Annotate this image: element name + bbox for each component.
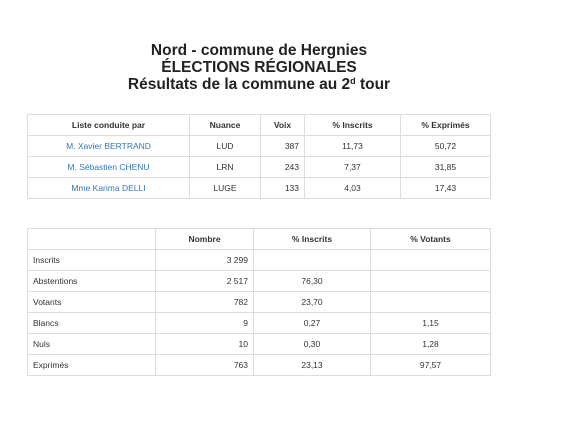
candidate-link[interactable]: M. Xavier BERTRAND: [28, 136, 190, 157]
table-cell: 0,27: [254, 313, 371, 334]
table-cell: 133: [261, 178, 305, 199]
row-label: Exprimés: [28, 355, 156, 376]
row-label: Nuls: [28, 334, 156, 355]
column-header: [28, 229, 156, 250]
table-cell: 76,30: [254, 271, 371, 292]
table-header-row: [28, 115, 491, 136]
table-cell: 7,37: [305, 157, 401, 178]
title-results-sup: d: [350, 76, 356, 86]
table-cell: 1,28: [371, 334, 491, 355]
title-results: [0, 76, 518, 93]
table-cell: 11,73: [305, 136, 401, 157]
turnout-stats-table: [27, 228, 491, 376]
table-row: [28, 313, 491, 334]
table-row: [28, 292, 491, 313]
table-cell: 763: [156, 355, 254, 376]
table-cell: 782: [156, 292, 254, 313]
table-header-row: [28, 229, 491, 250]
title-results-suffix: tour: [355, 76, 391, 93]
table-cell: LUGE: [190, 178, 261, 199]
table-cell: 10: [156, 334, 254, 355]
table-cell: 3 299: [156, 250, 254, 271]
column-header: Nuance: [190, 115, 261, 136]
table-cell: [371, 292, 491, 313]
table-cell: 23,70: [254, 292, 371, 313]
candidate-results-table: [27, 114, 491, 199]
table-cell: 9: [156, 313, 254, 334]
title-commune: Nord - commune de Hergnies: [150, 42, 368, 59]
table-cell: 1,15: [371, 313, 491, 334]
row-label: Votants: [28, 292, 156, 313]
column-header: % Exprimés: [401, 115, 491, 136]
table-cell: 2 517: [156, 271, 254, 292]
title-results-prefix: Résultats de la commune au 2: [127, 76, 351, 93]
table-cell: 387: [261, 136, 305, 157]
column-header: % Inscrits: [305, 115, 401, 136]
table-cell: LRN: [190, 157, 261, 178]
table-cell: 31,85: [401, 157, 491, 178]
table-row: [28, 136, 491, 157]
table-cell: 0,30: [254, 334, 371, 355]
table-row: [28, 157, 491, 178]
table-row: [28, 355, 491, 376]
column-header: % Inscrits: [254, 229, 371, 250]
table-row: [28, 334, 491, 355]
table-cell: LUD: [190, 136, 261, 157]
table-row: [28, 178, 491, 199]
title-election: ÉLECTIONS RÉGIONALES: [161, 59, 357, 76]
column-header: Nombre: [156, 229, 254, 250]
candidate-link[interactable]: M. Sébastien CHENU: [28, 157, 190, 178]
page-title: [0, 42, 518, 93]
column-header: Voix: [261, 115, 305, 136]
table-cell: [371, 250, 491, 271]
table-row: [28, 271, 491, 292]
row-label: Blancs: [28, 313, 156, 334]
row-label: Abstentions: [28, 271, 156, 292]
row-label: Inscrits: [28, 250, 156, 271]
table-cell: 97,57: [371, 355, 491, 376]
table-cell: 4,03: [305, 178, 401, 199]
table-cell: 17,43: [401, 178, 491, 199]
table-cell: 23,13: [254, 355, 371, 376]
table-cell: [371, 271, 491, 292]
table-cell: [254, 250, 371, 271]
table-cell: 243: [261, 157, 305, 178]
table-cell: 50,72: [401, 136, 491, 157]
candidate-link[interactable]: Mme Karima DELLI: [28, 178, 190, 199]
table-row: [28, 250, 491, 271]
column-header: % Votants: [371, 229, 491, 250]
column-header: Liste conduite par: [28, 115, 190, 136]
